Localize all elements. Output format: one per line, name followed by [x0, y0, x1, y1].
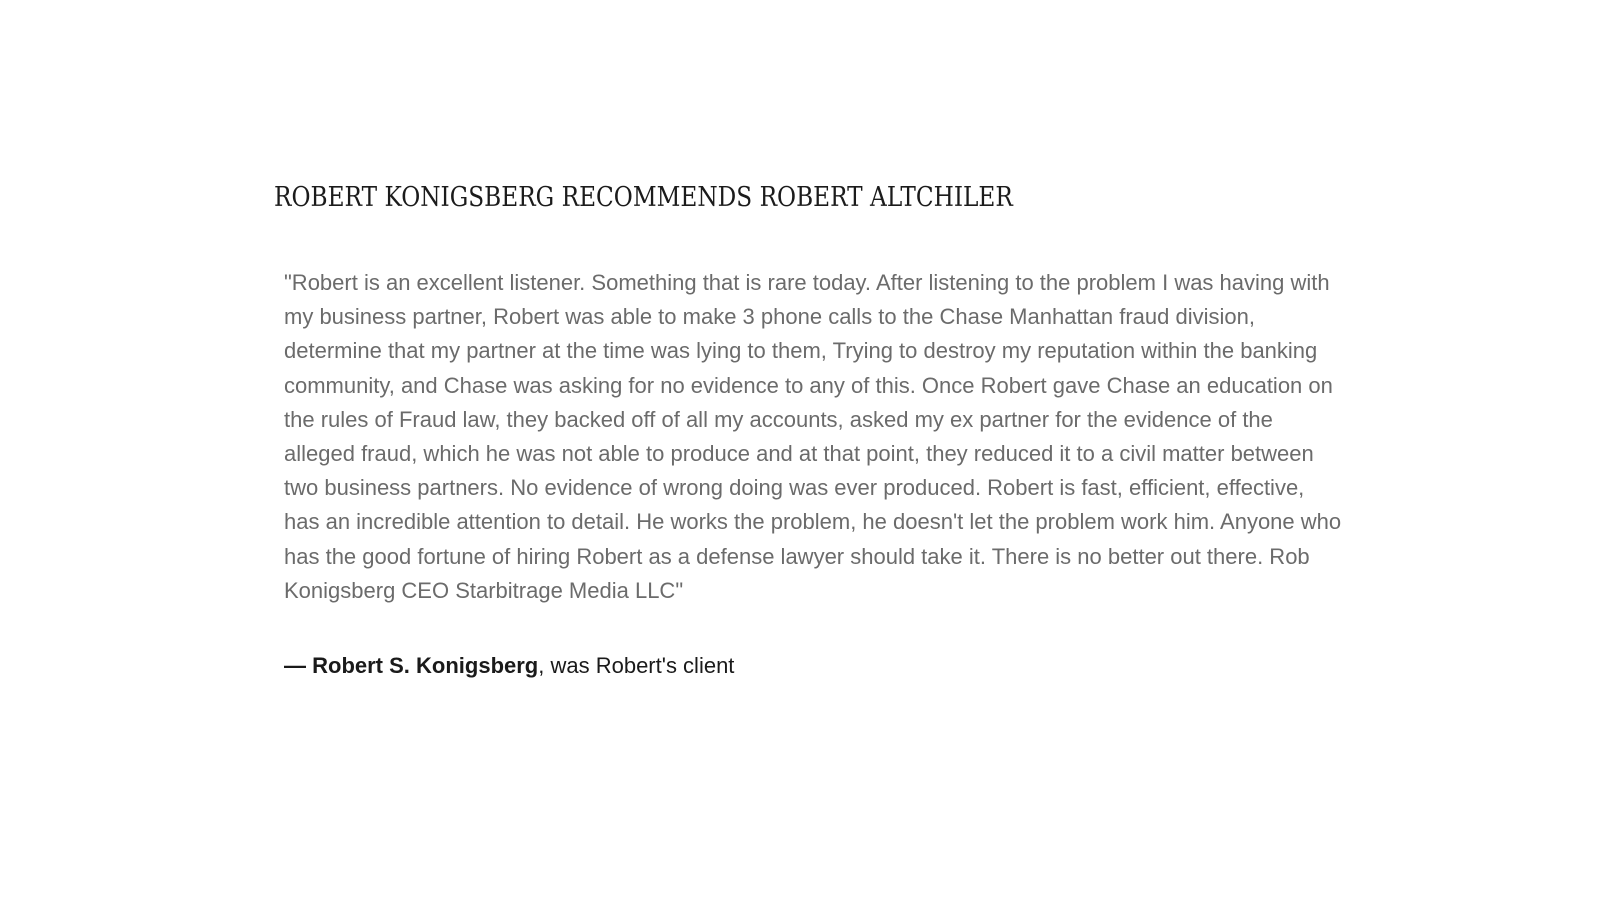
page-title: ROBERT KONIGSBERG RECOMMENDS ROBERT ALTCHILER	[274, 182, 1013, 213]
attribution-dash: —	[284, 653, 306, 678]
attribution-relation: , was Robert's client	[538, 653, 735, 678]
recommendation-quote: "Robert is an excellent listener. Something that is rare today. After listening to the problem I was having with my business partner, Robert was able to make 3 phone calls to the Chase Manhattan fraud division, determine that my partner at the time was lying to them, Trying to destroy my reputation within the banking community, and Chase was asking for no evidence to any of this. Once Robert gave Chase an education on the rules of Fraud law, they backed off of all my accounts, asked my ex partner for the evidence of the alleged fraud, which he was not able to produce and at that point, they reduced it to a civil matter between two business partners. No evidence of wrong doing was ever produced. Robert is fast, efficient, effective, has an incredible attention to detail. He works the problem, he doesn't let the problem work him. Anyone who has the good fortune of hiring Robert as a defense lawyer should take it. There is no better out there. Rob Konigsberg CEO Starbitrage Media LLC"	[284, 270, 1342, 603]
attribution-author: Robert S. Konigsberg	[312, 653, 539, 678]
attribution-line	[284, 653, 734, 679]
